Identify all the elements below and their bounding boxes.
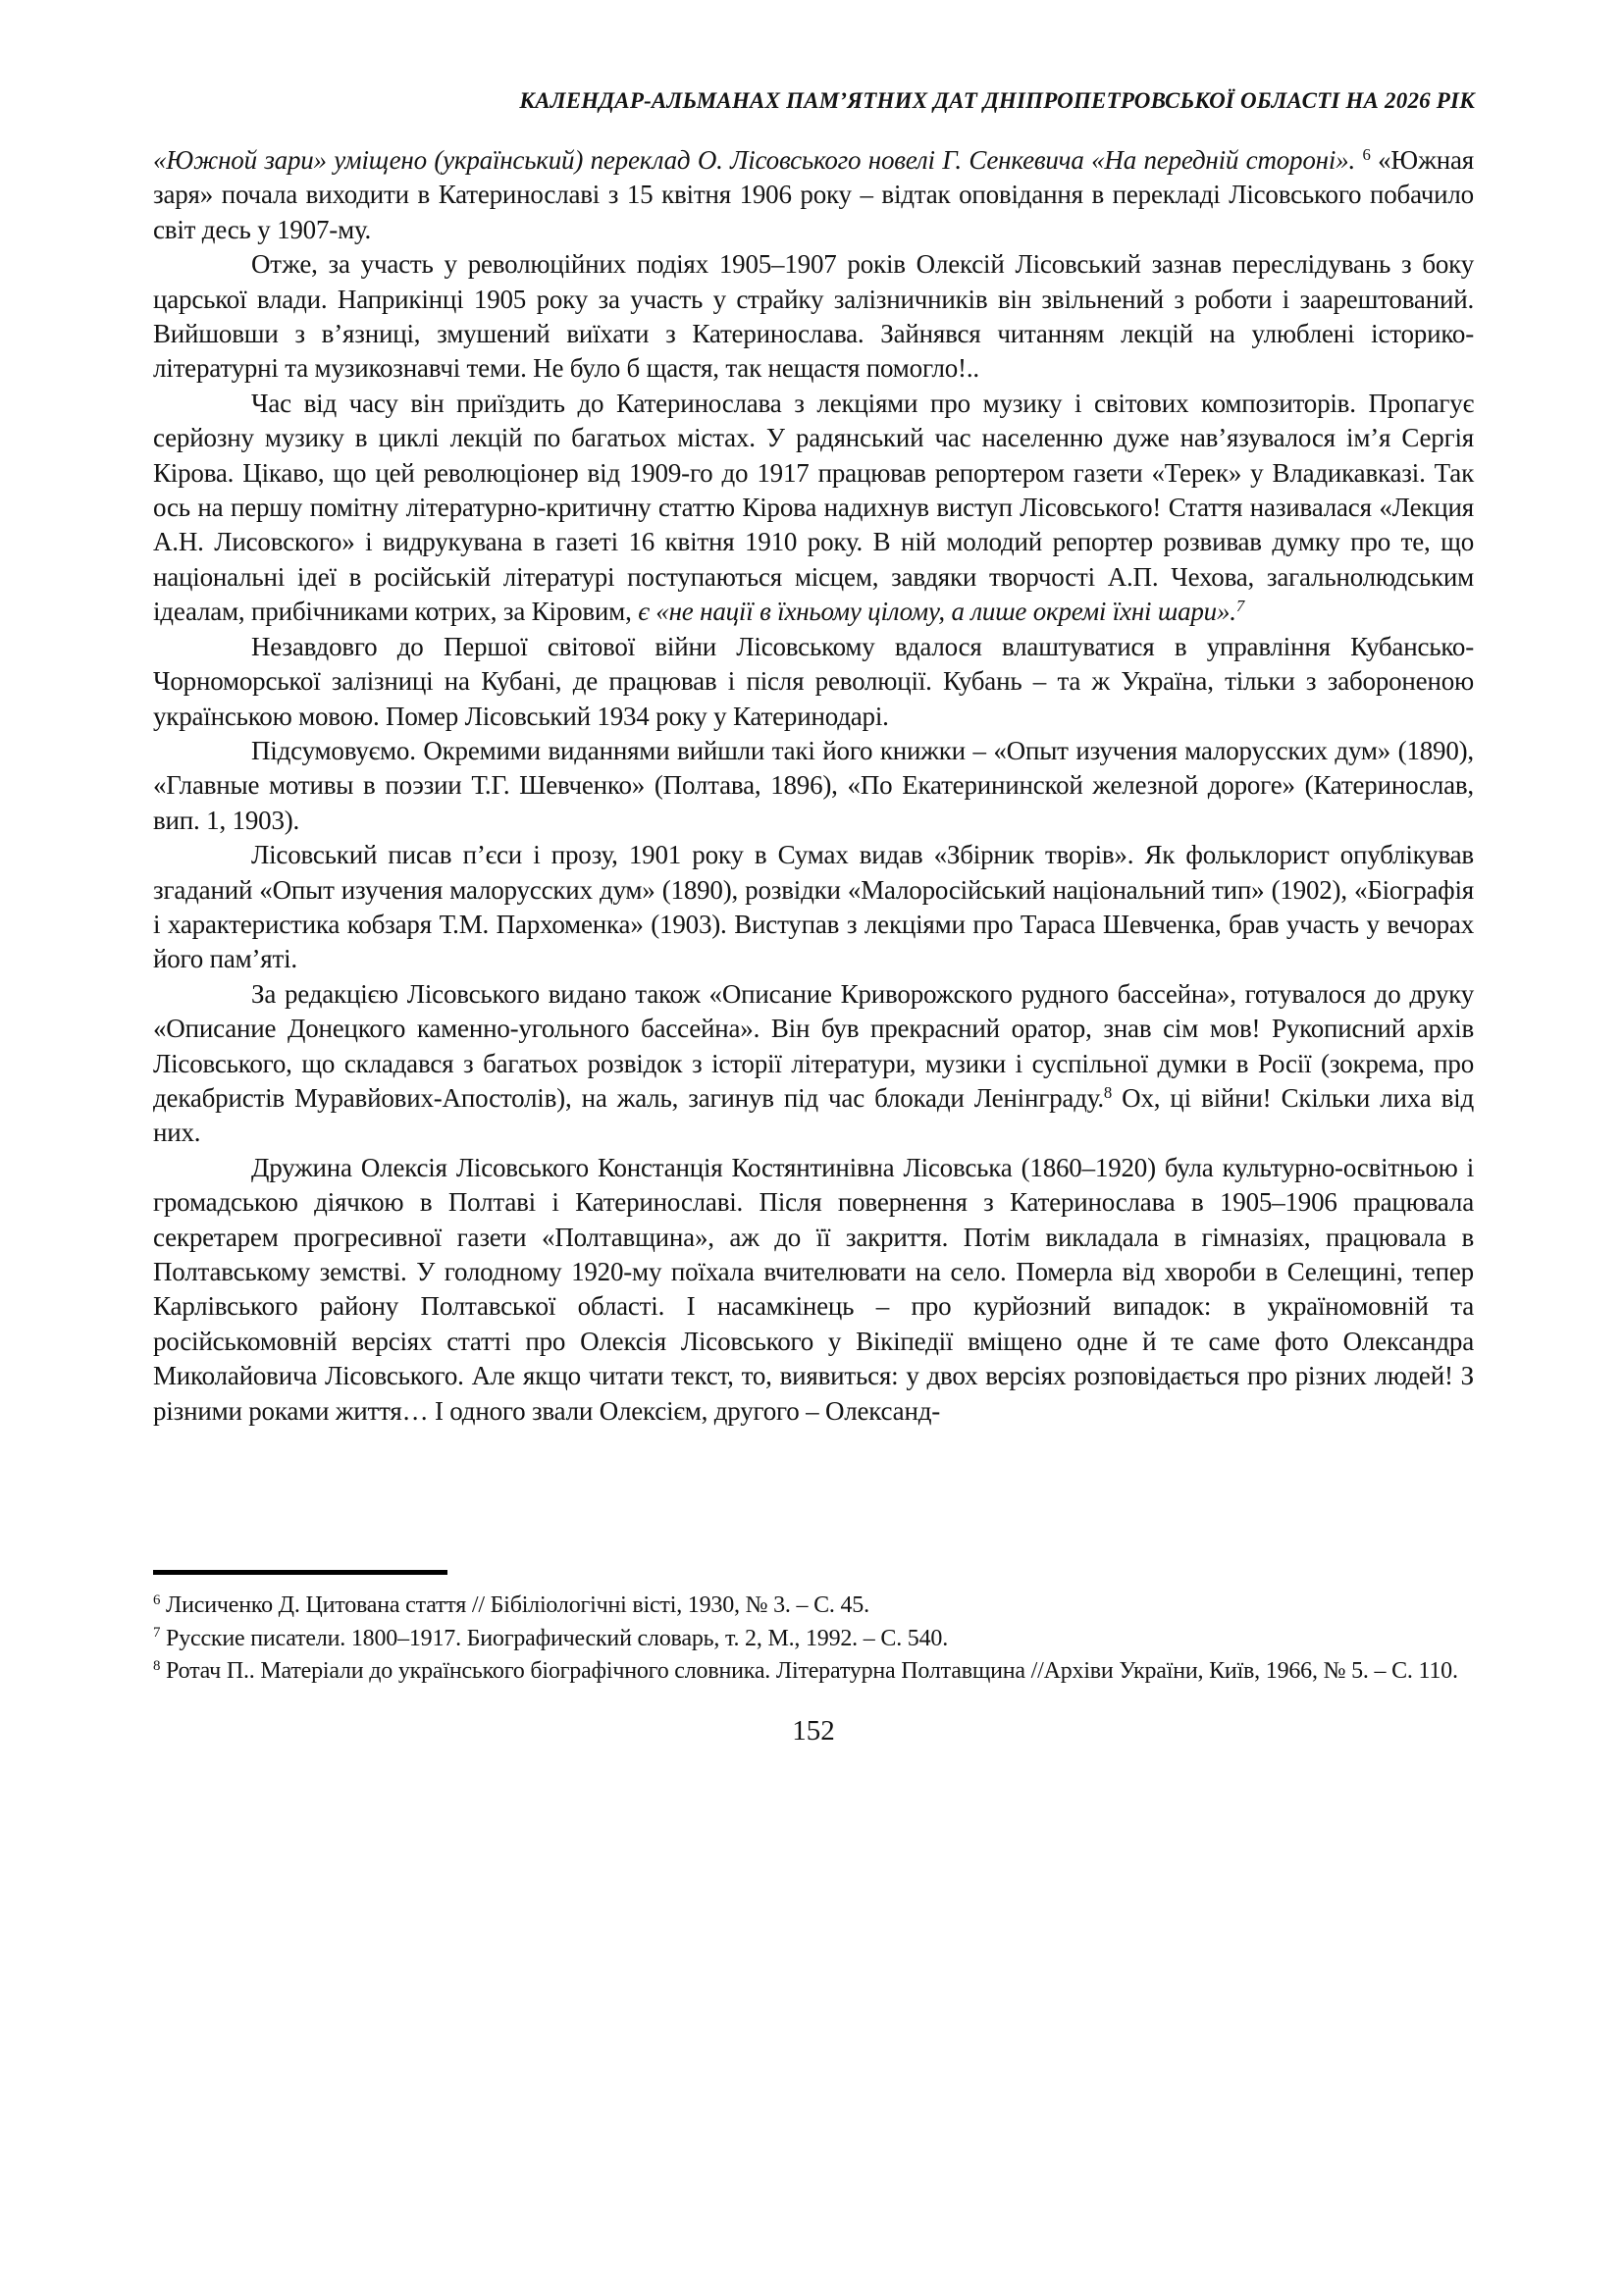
footnote-marker: 6 xyxy=(153,1591,161,1608)
text-segment: «Южная заря» почала виходити в Катеринославі з 15 квітня 1906 року – відтак оповідання в перекладі Лісовського побачило світ десь у 1907-му. xyxy=(153,145,1474,244)
page-number: 152 xyxy=(792,1715,835,1747)
footnote-text: Лисиченко Д. Цитована стаття // Бібіліологічні вісті, 1930, № 3. – С. 45. xyxy=(160,1592,869,1618)
paragraph xyxy=(153,630,1474,734)
footnote-marker: 8 xyxy=(153,1657,161,1674)
paragraph xyxy=(153,838,1474,977)
text-segment: «Южной зари» уміщено (український) переклад О. Лісовського новелі Г. Сенкевича «На передній стороні». xyxy=(153,145,1363,175)
footnote-text: Русские писатели. 1800–1917. Биографический словарь, т. 2, М., 1992. – С. 540. xyxy=(160,1625,948,1651)
footnote-item xyxy=(153,1590,1474,1623)
article-body xyxy=(153,143,1474,1429)
footnote-marker: 7 xyxy=(153,1625,161,1642)
footnote-separator-rule xyxy=(153,1570,447,1575)
text-segment: Незавдовго до Першої світової війни Лісовському вдалося влаштуватися в управління Кубансько-Чорноморської залізниці на Кубані, де працював і після революції. Кубань – та ж Україна, тільки з забороненою українською мовою. Помер Лісовський 1934 року у Катеринодарі. xyxy=(153,631,1474,731)
footnote-item xyxy=(153,1623,1474,1656)
footnote-reference: 8 xyxy=(1103,1082,1113,1102)
footnote-text: Ротач П.. Матеріали до українського біографічного словника. Літературна Полтавщина //Архіви України, Київ, 1966, № 5. – С. 110. xyxy=(160,1658,1458,1684)
text-segment: Лісовський писав п’єси і прозу, 1901 року в Сумах видав «Збірник творів». Як фольклорист опублікував згаданий «Опыт изучения малорусских дум» (1890), розвідки «Малоросійський національний тип» (1902), «Біографія і характеристика кобзаря Т.М. Пархоменка» (1903). Виступав з лекціями про Тараса Шевченка, брав участь у вечорах його пам’яті. xyxy=(153,840,1474,974)
footnotes-section xyxy=(153,1570,1474,1689)
paragraph xyxy=(153,143,1474,247)
footnote-reference: 7 xyxy=(1235,597,1245,616)
text-segment: є «не нації в їхньому цілому, а лише окремі їхні шари». xyxy=(638,597,1236,627)
footnote-item xyxy=(153,1655,1474,1689)
text-segment: Отже, за участь у революційних подіях 1905–1907 років Олексій Лісовський зазнав переслідувань з боку царської влади. Наприкінці 1905 року за участь у страйку залізничників він звільнений з роботи і заарештований. Вийшовши з в’язниці, змушений виїхати з Катеринослава. Зайнявся читанням лекцій на улюблені історико-літературні та музикознавчі теми. Не було б щастя, так нещастя помогло!.. xyxy=(153,249,1474,384)
paragraph xyxy=(153,977,1474,1151)
text-segment: Підсумовуємо. Окремими виданнями вийшли такі його книжки – «Опыт изучения малорусских дум» (1890), «Главные мотивы в поэзии Т.Г. Шевченко» (Полтава, 1896), «По Екатерининской железной дороге» (Катеринослав, вип. 1, 1903). xyxy=(153,735,1474,835)
footnotes-list xyxy=(153,1590,1474,1689)
paragraph xyxy=(153,387,1474,630)
paragraph xyxy=(153,734,1474,838)
paragraph xyxy=(153,247,1474,387)
text-segment: За редакцією Лісовського видано також «Описание Криворожского рудного бассейна», готувалося до друку «Описание Донецкого каменно-угольного бассейна». Він був прекрасний оратор, знав сім мов! Рукописний архів Лісовського, що складався з багатьох розвідок з історії літератури, музики і суспільної думки в Росії (зокрема, про декабристів Муравйових-Апостолів), на жаль, загинув під час блокади Ленінграду. xyxy=(153,978,1474,1113)
text-segment: Ох, ці війни! Скільки лиха від них. xyxy=(153,1082,1474,1148)
running-header: КАЛЕНДАР-АЛЬМАНАХ ПАМ’ЯТНИХ ДАТ ДНІПРОПЕТРОВСЬКОЇ ОБЛАСТІ НА 2026 РІК xyxy=(519,88,1475,113)
footnote-reference: 6 xyxy=(1362,144,1371,164)
text-segment: Дружина Олексія Лісовського Констанція Костянтинівна Лісовська (1860–1920) була культурно-освітньою і громадською діячкою в Полтаві і Катеринославі. Після повернення з Катеринослава в 1905–1906 працювала секретарем прогресивної газети «Полтавщина», аж до її закриття. Потім викладала в гімназіях, працювала в Полтавському земстві. У голодному 1920-му поїхала вчителювати на село. Померла від хвороби в Селещині, тепер Карлівського району Полтавської області. І насамкінець – про курйозний випадок: в україномовній та російськомовній версіях статті про Олексія Лісовського у Вікіпедії вміщено одне й те саме фото Олександра Миколайовича Лісовського. Але якщо читати текст, то, виявиться: у двох версіях розповідається про різних людей! З різними роками життя… І одного звали Олексієм, другого – Олександ- xyxy=(153,1152,1474,1426)
text-segment: Час від часу він приїздить до Катеринослава з лекціями про музику і світових композиторів. Пропагує серйозну музику в циклі лекцій по багатьох містах. У радянський час населенню дуже нав’язувалося ім’я Сергія Кірова. Цікаво, що цей революціонер від 1909-го до 1917 працював репортером газети «Терек» у Владикавказі. Так ось на першу помітну літературно-критичну статтю Кірова надихнув виступ Лісовського! Стаття називалася «Лекция А.Н. Лисовского» і видрукувана в газеті 16 квітня 1910 року. В ній молодий репортер розвивав думку про те, що національні ідеї в російській літературі поступаються місцем, завдяки творчості А.П. Чехова, загальнолюдським ідеалам, прибічниками котрих, за Кіровим, xyxy=(153,388,1474,627)
paragraph xyxy=(153,1151,1474,1429)
